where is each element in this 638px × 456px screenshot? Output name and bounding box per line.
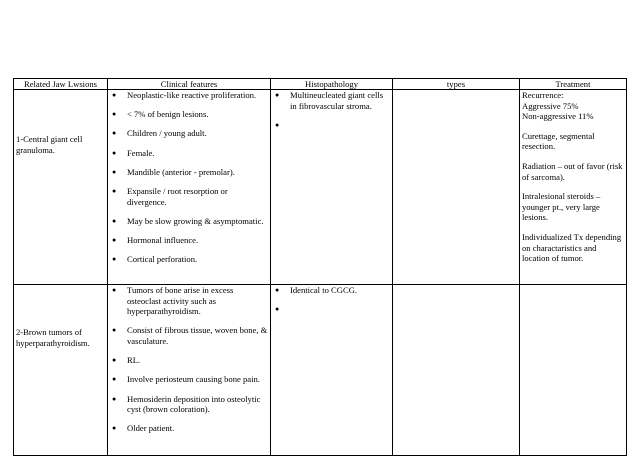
header-row (14, 79, 627, 90)
list-item-text: Cortical perforation. (127, 254, 198, 265)
bullet-icon: ● (112, 424, 117, 433)
list-item (110, 109, 268, 120)
treatment-paragraph: Recurrence: Aggressive 75% Non-aggressive 11% (522, 90, 594, 122)
header-clinical-features: Clinical features (108, 79, 271, 90)
bullet-icon: ● (112, 356, 117, 365)
list-item-text: Children / young adult. (127, 128, 207, 139)
list-item-text: Neoplastic-like reactive proliferation. (127, 90, 257, 100)
bullet-icon: ● (275, 305, 280, 314)
list-item (110, 128, 268, 139)
list-item (110, 90, 268, 101)
treatment-paragraph: Intralesional steroids – younger pt., very large lesions. (522, 191, 601, 223)
cell-types (393, 285, 520, 456)
bullet-icon: ● (112, 167, 117, 176)
header-histopathology: Histopathology (271, 79, 393, 90)
bullet-icon: ● (112, 110, 117, 119)
list-item-text: Mandible (anterior - premolar). (127, 166, 235, 177)
list-item-text: RL. (127, 355, 141, 366)
table-row (14, 90, 627, 285)
bullet-list (273, 285, 390, 314)
bullet-icon: ● (112, 91, 117, 99)
cell-condition (14, 285, 108, 456)
cell-clinical-features (108, 90, 271, 285)
list-item (273, 90, 390, 111)
list-item-text: Involve periosteum causing bone pain. (127, 374, 260, 385)
header-treatment: Treatment (520, 79, 627, 90)
cell-clinical-features (108, 285, 271, 456)
bullet-list (110, 90, 268, 265)
list-item-text: < 7% of benign lesions. (127, 109, 209, 120)
list-item (110, 167, 268, 178)
table-row (14, 285, 627, 456)
list-item (110, 394, 268, 415)
condition-label: 1-Central giant cell granuloma. (16, 134, 83, 155)
list-item (110, 355, 268, 366)
header-types: types (393, 79, 520, 90)
list-item-text: Expansile / root resorption or divergence. (127, 185, 228, 207)
list-item (110, 374, 268, 385)
list-item-text: Hormonal influence. (127, 234, 199, 245)
list-item-text: Multineucleated giant cells in fibrovascular stroma. (290, 90, 384, 111)
treatment-paragraph: Individualized Tx depending on charactaristics and location of tumor. (522, 231, 622, 264)
bullet-icon: ● (112, 129, 117, 138)
list-item (110, 235, 268, 246)
bullet-icon: ● (275, 120, 280, 129)
bullet-icon: ● (275, 91, 280, 99)
list-item-text: Hemosiderin deposition into osteolytic cyst (brown coloration). (127, 393, 261, 415)
list-item-text: Consist of fibrous tissue, woven bone, & vasculature. (127, 325, 268, 346)
bullet-list (273, 90, 390, 129)
bullet-icon: ● (112, 148, 117, 157)
bullet-icon: ● (112, 326, 117, 335)
table-body (14, 90, 627, 456)
cell-condition (14, 90, 108, 285)
bullet-icon: ● (112, 235, 117, 244)
cell-histopathology (271, 90, 393, 285)
bullet-icon: ● (112, 216, 117, 225)
treatment-paragraph: Curettage, segmental resection. (522, 130, 595, 152)
cell-histopathology (271, 285, 393, 456)
list-item (273, 285, 390, 296)
list-item (110, 186, 268, 207)
list-item-text: Identical to CGCG. (290, 285, 358, 295)
treatment-paragraph: Radiation – out of favor (risk of sarcoma). (522, 160, 623, 182)
bullet-icon: ● (112, 286, 117, 294)
list-item (110, 285, 268, 317)
list-item (110, 254, 268, 265)
header-related-jaw-lesions: Related Jaw Lwsions (14, 79, 108, 90)
cell-treatment (520, 285, 627, 456)
list-item-text: Older patient. (127, 423, 175, 434)
bullet-icon: ● (112, 394, 117, 403)
list-item (110, 216, 268, 227)
bullet-list (110, 285, 268, 434)
condition-label: 2-Brown tumors of hyperparathyroidism. (16, 327, 90, 348)
list-item (110, 423, 268, 434)
cell-types (393, 90, 520, 285)
bullet-icon: ● (112, 186, 117, 195)
list-item (110, 148, 268, 159)
list-item-text: Tumors of bone arise in excess osteoclast activity such as hyperparathyroidism. (127, 285, 234, 317)
list-item (110, 325, 268, 346)
jaw-lesions-table (13, 78, 627, 456)
cell-treatment (520, 90, 627, 285)
bullet-icon: ● (112, 375, 117, 384)
bullet-icon: ● (275, 286, 280, 294)
bullet-icon: ● (112, 255, 117, 264)
list-item-text: Female. (127, 147, 155, 158)
list-item-text: May be slow growing & asymptomatic. (127, 215, 264, 226)
